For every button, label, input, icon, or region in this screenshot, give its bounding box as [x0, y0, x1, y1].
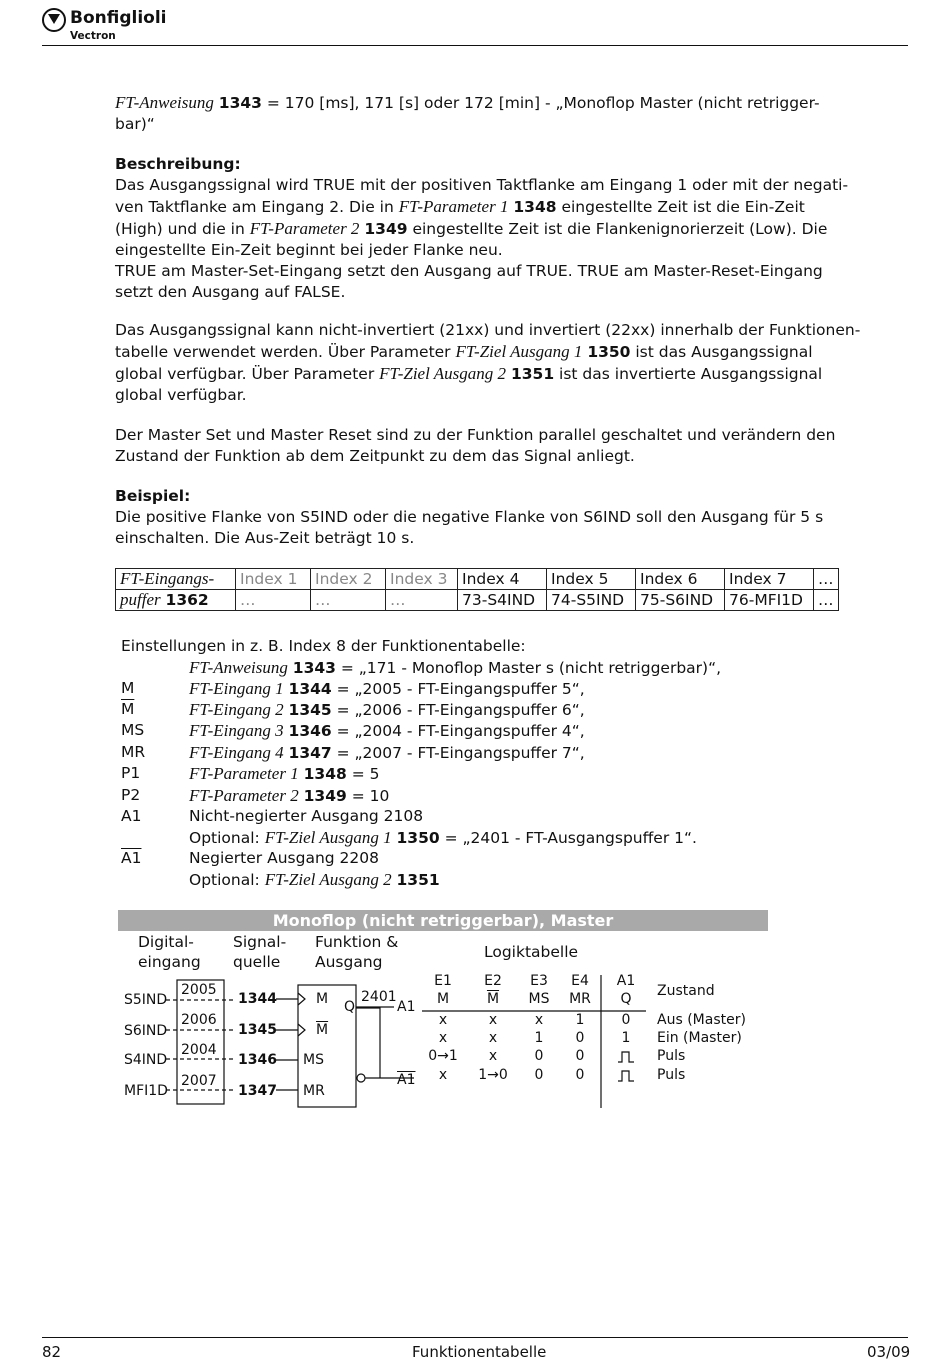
footer-section-title: Funktionentabelle: [412, 1343, 547, 1361]
footer-date: 03/09: [867, 1343, 911, 1361]
logic-header: MS: [528, 991, 550, 1007]
input-label: S5IND: [124, 992, 168, 1008]
input-label: S6IND: [124, 1023, 168, 1039]
logic-header: $\overline{M}$: [486, 991, 500, 1007]
logic-header: A1: [616, 973, 636, 989]
pulse-icon: [618, 1052, 634, 1062]
description-section: Beschreibung: Das Ausgangssignal wird TRUE mit der positiven Taktflanke am Eingang 1 oder mit der negati- ven Taktflanke am Eingang 2. Die in FT-Parameter 1 1348 eingestellte Zeit ist die Ein-Zeit (High) und die in FT-Parameter 2 1349 eingestellte Zeit ist die Flankenignorierzeit (Low). Die eingestellte Ein-Zeit beginnt bei jeder Flanke neu. TRUE am Master-Set-Eingang setzt den Ausgang auf TRUE. TRUE am Master-Reset-Eingang setzt den Ausgang auf FALSE.: [115, 155, 849, 301]
logic-header: E1: [434, 973, 452, 989]
pin-label: MS: [303, 1052, 324, 1068]
logic-header: E2: [484, 973, 502, 989]
source-number: 2007: [181, 1073, 217, 1089]
param-number: 1344: [238, 991, 277, 1007]
diagram-title: Monoflop (nicht retriggerbar), Master: [118, 910, 768, 931]
logic-table-title: Logiktabelle: [484, 943, 579, 961]
pin-label: M: [316, 991, 329, 1007]
col-header-signal-source: Signal- quelle: [233, 933, 287, 971]
logic-header: MR: [569, 991, 591, 1007]
example-section: Beispiel: Die positive Flanke von S5IND oder die negative Flanke von S6IND soll den Ausgang für 5 s einschalten. Die Aus-Zeit beträgt 10 s.: [115, 487, 824, 547]
param-number: 1346: [238, 1052, 277, 1068]
pulse-icon: [618, 1071, 634, 1081]
col-header-digital-input: Digital- eingang: [138, 933, 201, 971]
source-number: 2005: [181, 982, 217, 998]
output-a1-label: A1: [397, 999, 416, 1015]
col-header-function: Funktion & Ausgang: [315, 933, 399, 971]
brand-name: Bonfiglioli: [70, 8, 167, 28]
logic-header: M: [436, 991, 450, 1007]
logic-header: E3: [530, 973, 548, 989]
table-row: FT-Eingangs- Index 1 Index 2 Index 3 Index 4 Index 5 Index 6 Index 7 …: [116, 569, 839, 590]
logic-header-state: Zustand: [657, 983, 715, 999]
intro-paragraph: FT-Anweisung 1343 = 170 [ms], 171 [s] oder 172 [min] - „Monoflop Master (nicht retrigger- bar)“: [115, 93, 820, 133]
pin-label: MR: [303, 1083, 325, 1099]
master-set-paragraph: Der Master Set und Master Reset sind zu der Funktion parallel geschaltet und verändern den Zustand der Funktion ab dem Zeitpunkt zu dem das Signal anliegt.: [115, 426, 836, 465]
output-number: 2401: [361, 989, 397, 1005]
pin-label: $\overline{M}$: [316, 1022, 329, 1038]
settings-intro: Einstellungen in z. B. Index 8 der Funktionentabelle:: [121, 637, 526, 655]
table-row: puffer 1362 … … … 73-S4IND 74-S5IND 75-S6IND 76-MFI1D …: [116, 590, 839, 611]
brand-sub: Vectron: [70, 30, 116, 42]
logic-header: E4: [571, 973, 589, 989]
output-signal-paragraph: Das Ausgangssignal kann nicht-invertiert (21xx) und invertiert (22xx) innerhalb der Funktionen- tabelle verwendet werden. Über Parameter FT-Ziel Ausgang 1 1350 ist das Ausgangssignal global verfügbar. Über Parameter FT-Ziel Ausgang 2 1351 ist das invertierte Ausgangssignal global verfügbar.: [115, 321, 861, 404]
input-label: S4IND: [124, 1052, 168, 1068]
source-number: 2006: [181, 1012, 217, 1028]
footer-divider: [42, 1337, 908, 1338]
input-label: MFI1D: [124, 1083, 168, 1099]
param-number: 1347: [238, 1083, 277, 1099]
logic-header: Q: [620, 991, 632, 1007]
source-number: 2004: [181, 1042, 217, 1058]
param-number: 1345: [238, 1022, 277, 1038]
example-heading: Beispiel:: [115, 487, 191, 505]
page-number: 82: [42, 1343, 62, 1361]
output-a1-inverted-label: A1: [397, 1072, 416, 1088]
description-heading: Beschreibung:: [115, 155, 241, 173]
output-q-label: Q: [344, 999, 356, 1015]
